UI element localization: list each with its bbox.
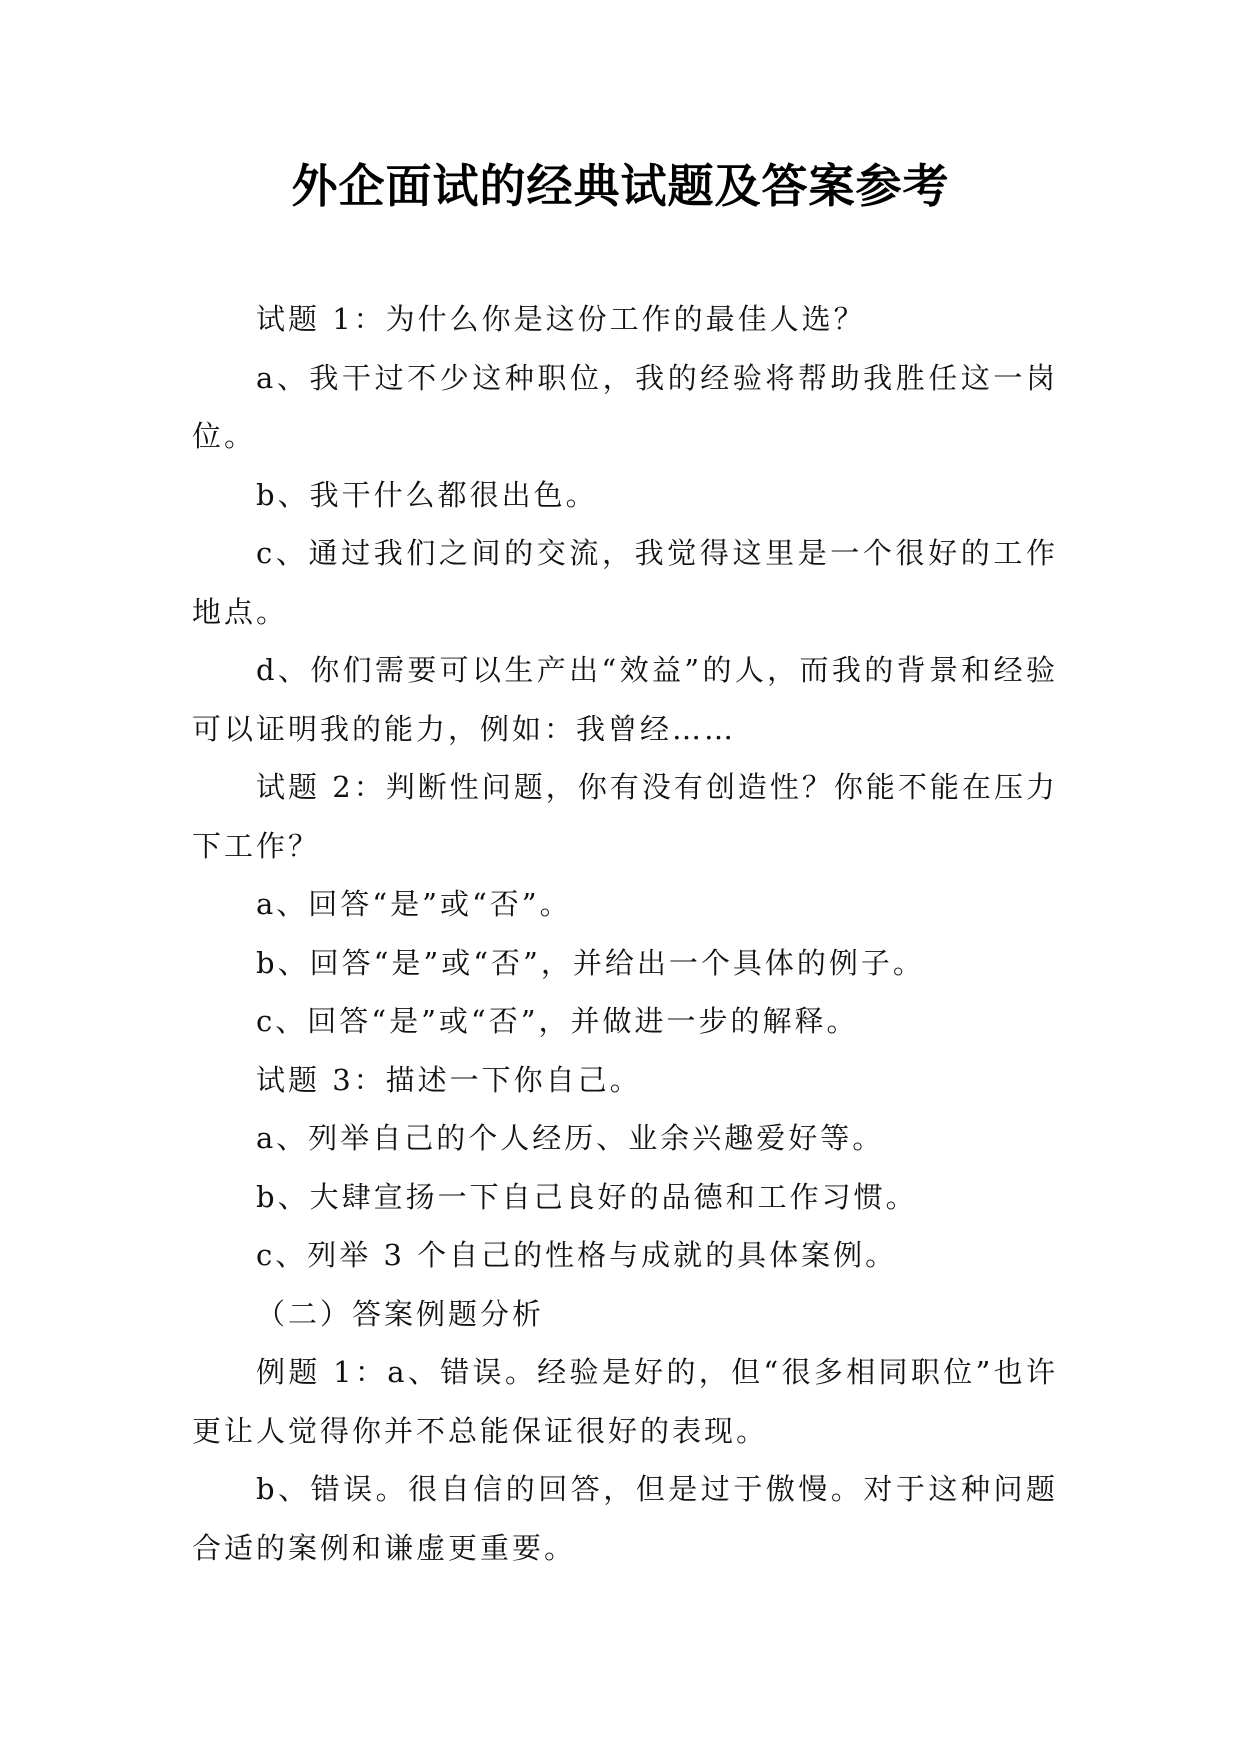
paragraph: 试题 2：判断性问题，你有没有创造性？你能不能在压力下工作？ [192, 770, 1058, 863]
paragraph: c、列举 3 个自己的性格与成就的具体案例。 [256, 1238, 898, 1272]
document-title: 外企面试的经典试题及答案参考 [291, 159, 950, 213]
paragraph: a、列举自己的个人经历、业余兴趣爱好等。 [256, 1121, 885, 1155]
document-body [192, 290, 1058, 1577]
paragraph: a、我干过不少这种职位，我的经验将帮助我胜任这一岗位。 [192, 360, 1058, 453]
paragraph: （二）答案例题分析 [256, 1296, 545, 1331]
paragraph: b、错误。很自信的回答，但是过于傲慢。对于这种问题合适的案例和谦虚更重要。 [192, 1472, 1058, 1565]
paragraph: 试题 1：为什么你是这份工作的最佳人选？ [256, 302, 866, 336]
paragraph: c、通过我们之间的交流，我觉得这里是一个很好的工作地点。 [192, 536, 1058, 629]
paragraph: d、你们需要可以生产出“效益”的人，而我的背景和经验可以证明我的能力，例如：我曾经…… [192, 653, 1058, 746]
paragraph: b、我干什么都很出色。 [256, 477, 598, 512]
paragraph: c、回答“是”或“否”，并做进一步的解释。 [256, 1004, 859, 1038]
paragraph: b、大肆宣扬一下自己良好的品德和工作习惯。 [256, 1179, 918, 1214]
paragraph: 例题 1：a、错误。经验是好的，但“很多相同职位”也许更让人觉得你并不总能保证很好的表现。 [192, 1355, 1058, 1448]
paragraph: 试题 3：描述一下你自己。 [256, 1062, 642, 1097]
paragraph: a、回答“是”或“否”。 [256, 887, 572, 921]
paragraph: b、回答“是”或“否”，并给出一个具体的例子。 [256, 945, 925, 980]
